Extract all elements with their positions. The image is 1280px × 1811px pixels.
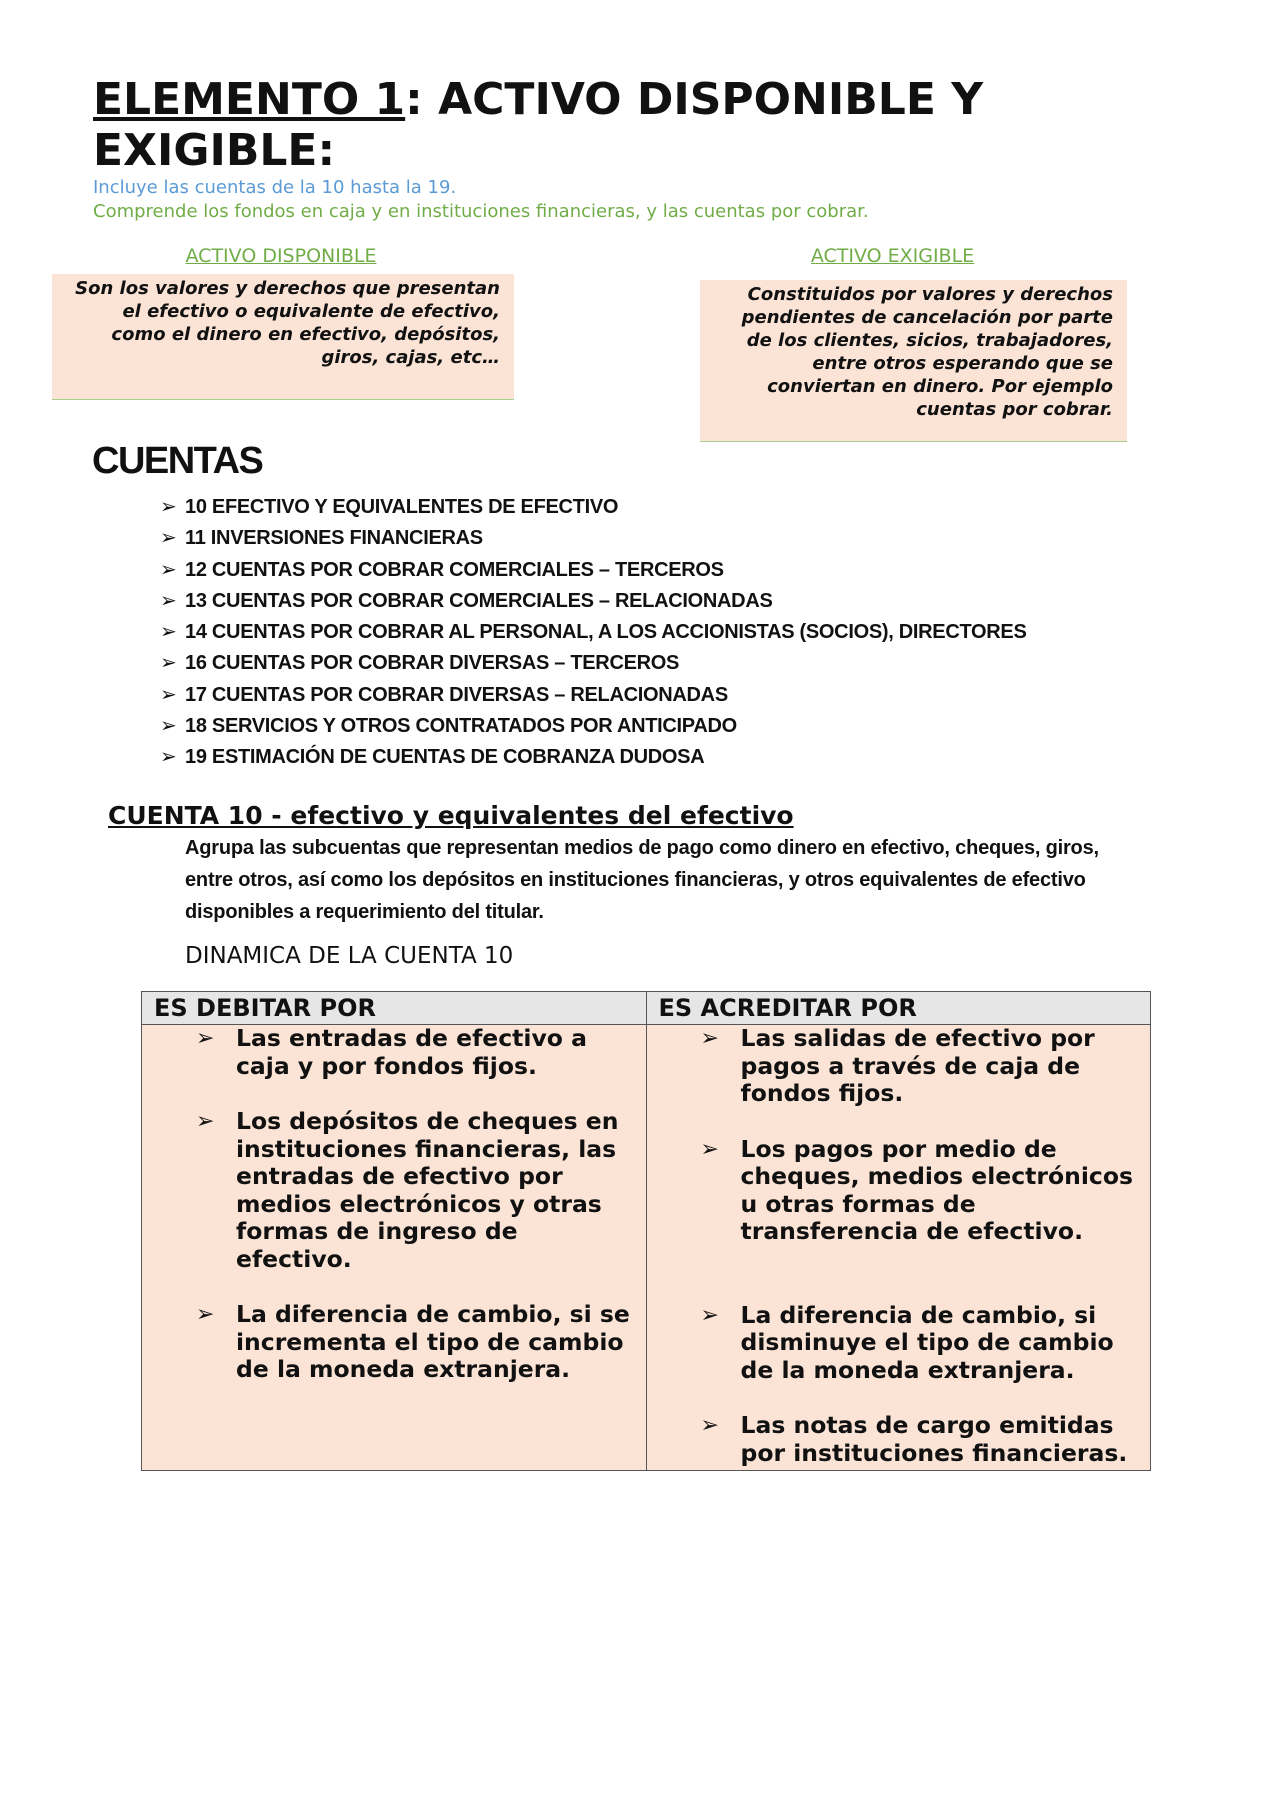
- list-item: ➢ 10 EFECTIVO Y EQUIVALENTES DE EFECTIVO: [160, 491, 1027, 522]
- page-title: [93, 74, 1093, 176]
- arrow-bullet-icon: ➢: [160, 744, 177, 769]
- debit-items: [142, 1025, 646, 1384]
- arrow-bullet-icon: ➢: [160, 619, 177, 644]
- list-item: ➢ 13 CUENTAS POR COBRAR COMERCIALES – RELACIONADAS: [160, 585, 1027, 616]
- cuenta-10-description: Agrupa las subcuentas que representan medios de pago como dinero en efectivo, cheques, giros, entre otros, así como los depósitos en instituciones financieras, y otros equivalentes de efectivo disponibles a requerimiento del titular.: [185, 837, 1099, 923]
- arrow-bullet-icon: ➢: [160, 681, 177, 706]
- list-item: ➢ Los pagos por medio de cheques, medios electrónicos u otras formas de transferencia de efectivo.: [700, 1134, 1133, 1245]
- credit-items: [647, 1025, 1151, 1467]
- list-item: ➢ 18 SERVICIOS Y OTROS CONTRATADOS POR ANTICIPADO: [160, 710, 1027, 741]
- activo-disponible-box: Son los valores y derechos que presentan el efectivo o equivalente de efectivo, como el dinero en efectivo, depósitos, giros, cajas, etc…: [52, 274, 514, 400]
- cuentas-heading: CUENTAS: [92, 440, 263, 482]
- title-element-label: ELEMENTO 1: [93, 74, 406, 125]
- debit-cell: [142, 1025, 647, 1471]
- arrow-bullet-icon: ➢: [196, 1109, 215, 1134]
- intro-range-text: Incluye las cuentas de la 10 hasta la 19.: [93, 177, 457, 198]
- arrow-bullet-icon: ➢: [700, 1136, 719, 1162]
- list-item: ➢ 16 CUENTAS POR COBRAR DIVERSAS – TERCEROS: [160, 647, 1027, 678]
- arrow-bullet-icon: ➢: [160, 713, 177, 738]
- arrow-bullet-icon: ➢: [160, 525, 177, 550]
- intro-scope-text: Comprende los fondos en caja y en instituciones financieras, y las cuentas por cobrar.: [93, 201, 869, 222]
- list-item: ➢ La diferencia de cambio, si disminuye el tipo de cambio de la moneda extranjera.: [700, 1300, 1114, 1384]
- list-item: ➢ Las notas de cargo emitidas por instituciones financieras.: [700, 1411, 1128, 1467]
- arrow-bullet-icon: ➢: [160, 650, 177, 675]
- title-element-name: : ACTIVO DISPONIBLE Y EXIGIBLE:: [93, 74, 984, 176]
- list-item: ➢ 11 INVERSIONES FINANCIERAS: [160, 522, 1027, 553]
- accounts-list: [160, 491, 1027, 773]
- list-item: ➢ Los depósitos de cheques en instituciones financieras, las entradas de efectivo por medios electrónicos y otras formas de ingreso de efectivo.: [196, 1107, 619, 1273]
- dinamica-label: DINAMICA DE LA CUENTA 10: [185, 943, 514, 969]
- credit-cell: [646, 1025, 1151, 1471]
- credit-column-header: ES ACREDITAR POR: [646, 992, 1151, 1025]
- list-item: ➢ Las salidas de efectivo por pagos a través de caja de fondos fijos.: [700, 1024, 1095, 1107]
- arrow-bullet-icon: ➢: [160, 556, 177, 581]
- list-item: ➢ 19 ESTIMACIÓN DE CUENTAS DE COBRANZA DUDOSA: [160, 741, 1027, 772]
- arrow-bullet-icon: ➢: [196, 1302, 215, 1327]
- activo-disponible-label: ACTIVO DISPONIBLE: [185, 245, 377, 267]
- dynamics-table: [141, 991, 1151, 1471]
- arrow-bullet-icon: ➢: [160, 494, 177, 518]
- activo-exigible-box: Constituidos por valores y derechos pendientes de cancelación por parte de los clientes, sicios, trabajadores, entre otros esperando que se conviertan en dinero. Por ejemplo cuentas por cobrar.: [700, 280, 1127, 442]
- arrow-bullet-icon: ➢: [700, 1302, 719, 1328]
- cuenta-10-heading: CUENTA 10 - efectivo y equivalentes del efectivo: [108, 801, 794, 830]
- arrow-bullet-icon: ➢: [700, 1026, 719, 1051]
- arrow-bullet-icon: ➢: [700, 1413, 719, 1438]
- arrow-bullet-icon: ➢: [196, 1026, 215, 1051]
- list-item: ➢ 14 CUENTAS POR COBRAR AL PERSONAL, A LOS ACCIONISTAS (SOCIOS), DIRECTORES: [160, 616, 1027, 647]
- list-item: ➢ 17 CUENTAS POR COBRAR DIVERSAS – RELACIONADAS: [160, 679, 1027, 710]
- debit-column-header: ES DEBITAR POR: [142, 992, 647, 1025]
- list-item: ➢ La diferencia de cambio, si se incrementa el tipo de cambio de la moneda extranjera.: [196, 1300, 630, 1383]
- list-item: ➢ Las entradas de efectivo a caja y por fondos fijos.: [196, 1024, 587, 1080]
- list-item: ➢ 12 CUENTAS POR COBRAR COMERCIALES – TERCEROS: [160, 554, 1027, 585]
- arrow-bullet-icon: ➢: [160, 587, 177, 612]
- activo-exigible-label: ACTIVO EXIGIBLE: [810, 245, 975, 267]
